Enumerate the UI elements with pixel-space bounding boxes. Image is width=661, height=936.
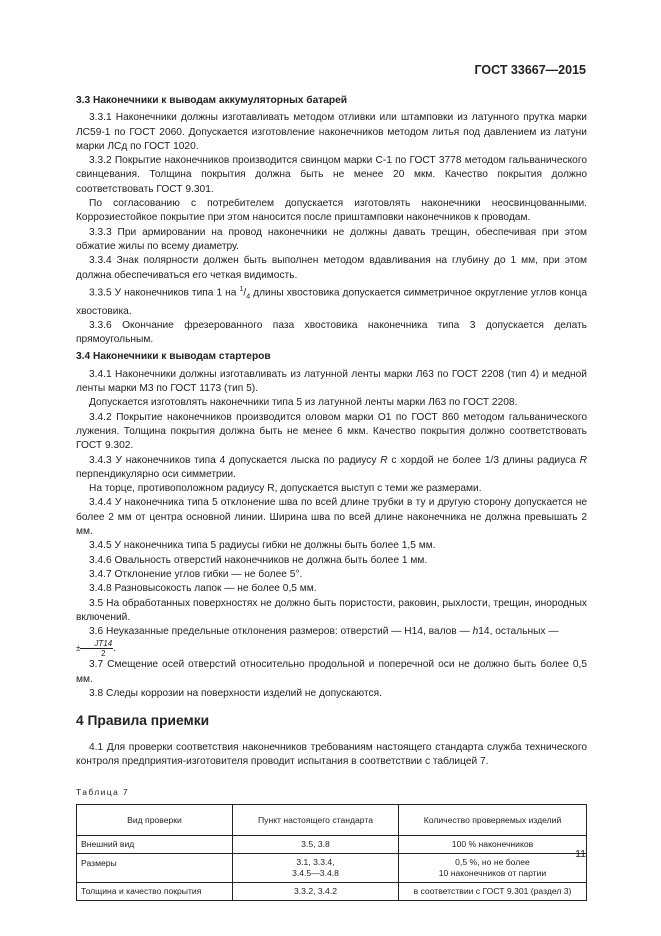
table-row (77, 836, 587, 854)
paragraph-3-4-3-note: На торце, противоположном радиусу R, допускается выступ с теми же размерами. (89, 483, 482, 495)
radius-symbol: R (579, 454, 588, 466)
paragraph-3-6-text-b: 14, остальных — (478, 626, 559, 638)
paragraph-3-4-5: 3.4.5 У наконечника типа 5 радиусы гибки не должны быть более 1,5 мм. (89, 540, 436, 552)
table-cell (399, 854, 587, 883)
paragraph-3-4-6: 3.4.6 Овальность отверстий наконечников не должна быть более 1 мм. (89, 554, 428, 566)
table-caption: Таблица 7 (76, 787, 130, 798)
table-cell-line: 3.4.5—3.4.8 (292, 868, 339, 879)
table-header-cell: Вид проверки (77, 805, 233, 836)
table-cell: 100 % наконечников (399, 836, 587, 854)
paragraph-3-6 (76, 625, 587, 658)
table-cell: Внешний вид (77, 836, 233, 854)
table-cell: 3.3.2, 3.4.2 (233, 883, 399, 901)
document-content (76, 94, 587, 901)
fraction-numerator: 1 (239, 285, 244, 293)
paragraph-3-4-3-text-c: перпендикулярно оси симметрии. (76, 468, 236, 480)
table-cell: Размеры (77, 854, 233, 883)
table-7 (76, 804, 587, 901)
paragraph-3-4-3-text-a: 3.4.3 У наконечников типа 4 допускается лыска по радиусу (89, 454, 381, 466)
table-row (77, 883, 587, 901)
section-4-heading: 4 Правила приемки (76, 713, 210, 729)
table-row (77, 854, 587, 883)
table-cell-line: 3.1, 3.3.4, (296, 857, 335, 868)
paragraph-3-3-3: 3.3.3 При армировании на провод наконечники не должны давать трещин, обеспечивая при этом обжатие жилы по всему диаметру. (76, 226, 587, 252)
section-3-4-heading: 3.4 Наконечники к выводам стартеров (76, 351, 271, 363)
table-header-row (77, 805, 587, 836)
paragraph-3-4-3 (76, 454, 587, 483)
paragraph-3-8: 3.8 Следы коррозии на поверхности изделий не допускаются. (89, 688, 382, 699)
paragraph-3-3-5: 3.3.5 У наконечников типа 1 на $^1/_4$ длины хвостовика допускается симметричное округление углов конца хвостовика. (76, 285, 587, 317)
plus-minus-symbol: ± (76, 643, 81, 653)
paragraph-3-6-text-a: 3.6 Неуказанные предельные отклонения размеров: отверстий — Н14, валов — (89, 626, 473, 638)
paragraph-3-6-end: . (113, 643, 117, 655)
fraction-denominator: 4 (246, 293, 251, 301)
paragraph-3-3-5-text-b: длины хвостовика допускается симметричное округление углов конца хвостовика. (76, 287, 587, 317)
paragraph-3-3-2-note: По согласованию с потребителем допускается изготовлять наконечники неосвинцованными. Коррозиестойкое покрытие при этом наносится после приштамповки наконечников к проводам. (76, 198, 587, 224)
table-cell-line: 10 наконечников от партии (438, 868, 547, 879)
paragraph-3-3-5-text-a: 3.3.5 У наконечников типа 1 на (89, 287, 240, 299)
tolerance-numerator: JT14 (80, 639, 113, 649)
paragraph-3-3-2: 3.3.2 Покрытие наконечников производится свинцом марки С-1 по ГОСТ 3778 методом гальванического свинцевания. Толщина покрытия должна быть не менее 20 мкм. Качество покрытия должно соответствовать ГОСТ 9.301. (76, 155, 587, 195)
paragraph-3-4-3-text-b: с хордой не более 1/3 длины радиуса (387, 454, 580, 466)
table-cell: в соответствии с ГОСТ 9.301 (раздел 3) (399, 883, 587, 901)
paragraph-3-4-8: 3.4.8 Разновысокость лапок — не более 0,5 мм. (89, 583, 317, 595)
table-cell-line: 0,5 %, но не более (455, 857, 530, 868)
paragraph-3-4-1: 3.4.1 Наконечники должны изготавливать из латунной ленты марки Л63 по ГОСТ 2208 (тип 4) и медной ленты марки М3 по ГОСТ 1173 (тип 5). (76, 368, 587, 395)
page-number: 11 (575, 848, 586, 860)
paragraph-3-4-7: 3.4.7 Отклонение углов гибки — не более 5°. (89, 568, 303, 580)
table-cell: Толщина и качество покрытия (77, 883, 233, 901)
radius-symbol: R (380, 454, 388, 466)
shaft-symbol: h (472, 626, 479, 638)
paragraph-3-4-4: 3.4.4 У наконечника типа 5 отклонение шва по всей длине трубки в ту и другую сторону допускается не более 2 мм от центра основной линии. Ширина шва по всей длине наконечника не должна превышать 2 мм. (76, 497, 587, 538)
table-cell: 3.5, 3.8 (233, 836, 399, 854)
table-header-cell: Пункт настоящего стандарта (233, 805, 399, 836)
paragraph-3-3-4: 3.3.4 Знак полярности должен быть выполнен методом вдавливания на глубину до 1 мм, при этом должна обеспечиваться его четкая видимость. (76, 255, 587, 281)
tolerance-fraction (80, 639, 113, 658)
table-header-cell: Количество проверяемых изделий (399, 805, 587, 836)
paragraph-3-5: 3.5 На обработанных поверхностях не должно быть пористости, раковин, рыхлости, трещин, инородных включений. (76, 597, 587, 623)
paragraph-3-3-6: 3.3.6 Окончание фрезерованного паза хвостовика наконечника типа 3 допускается делать прямоугольным. (76, 319, 587, 346)
tolerance-denominator: 2 (101, 649, 106, 659)
table-cell (233, 854, 399, 883)
paragraph-3-3-1: 3.3.1 Наконечники должны изготавливать методом отливки или штамповки из латунного прутка марки ЛС59-1 по ГОСТ 2060. Допускается изготовление наконечников методом литья под давлением из латуни марки ЛСд по ГОСТ 1020. (76, 112, 587, 152)
paragraph-3-7: 3.7 Смещение осей отверстий относительно продольной и поперечной оси не должно быть более 0,5 мм. (76, 659, 587, 685)
paragraph-3-4-2: 3.4.2 Покрытие наконечников производится оловом марки О1 по ГОСТ 860 методом гальванического лужения. Толщина покрытия должна быть не менее 6 мкм. Качество покрытия должно соответствовать ГОСТ 9.302. (76, 411, 587, 452)
paragraph-3-4-1-note: Допускается изготовлять наконечники типа 5 из латунной ленты марки Л63 по ГОСТ 2208. (89, 397, 518, 409)
section-3-3-heading: 3.3 Наконечники к выводам аккумуляторных батарей (76, 95, 348, 106)
document-code: ГОСТ 33667—2015 (474, 63, 586, 77)
paragraph-4-1: 4.1 Для проверки соответствия наконечников требованиям настоящего стандарта служба технического контроля предприятия-изготовителя проводит испытания в соответствии с таблицей 7. (76, 741, 587, 767)
